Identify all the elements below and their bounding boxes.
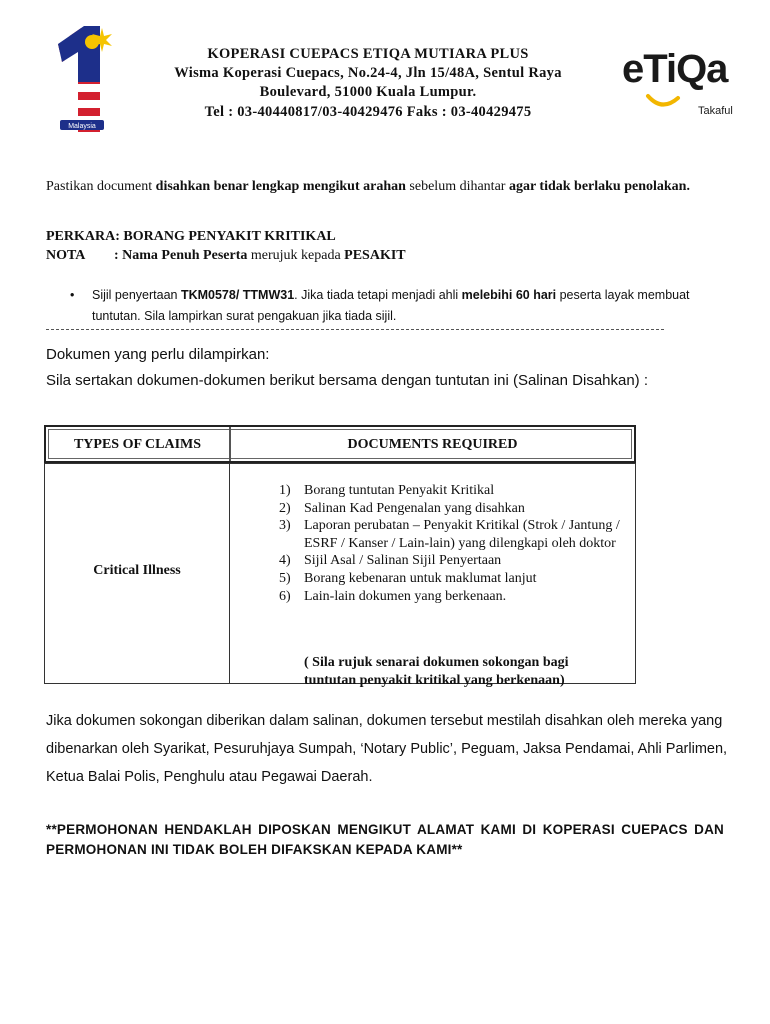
certification-paragraph: Jika dokumen sokongan diberikan dalam salinan, dokumen tersebut mestilah disahkan oleh mereka yang dibenarkan oleh Syarikat, Pesuruhjaya Sumpah, ‘Notary Public’, Peguam, Jaksa Pendamai, Ahli Parlimen, Ketua Balai Polis, Penghulu atau Pegawai Daerah. (46, 713, 728, 785)
logo-caption: Malaysia (68, 123, 96, 130)
etiqa-wordmark: eTiQa (622, 47, 728, 91)
list-item: 5) Borang kebenaran untuk maklumat lanjut (279, 570, 537, 586)
org-name: KOPERASI CUEPACS ETIQA MUTIARA PLUS (207, 46, 529, 62)
list-item: 1) Borang tuntutan Penyakit Kritikal (279, 483, 495, 498)
intro-instruction: Pastikan document disahkan benar lengkap mengikut arahan sebelum dihantar agar tidak berlaku penolakan. (46, 179, 690, 194)
address-line-1: Wisma Koperasi Cuepacs, No.24-4, Jln 15/48A, Sentul Raya (174, 65, 562, 81)
table-header (44, 425, 636, 463)
claim-type-cell: Critical Illness (93, 563, 181, 578)
dashed-divider (46, 329, 664, 330)
address-line-2: Boulevard, 51000 Kuala Lumpur. (259, 84, 477, 100)
claims-table (44, 425, 636, 688)
etiqa-subtitle: Takaful (698, 105, 733, 117)
bullet-icon: • (70, 288, 75, 302)
contact-line: Tel : 03-40440817/03-40429476 Faks : 03-40429475 (204, 104, 532, 120)
documents-note: ( Sila rujuk senarai dokumen sokongan bagi tuntutan penyakit kritikal yang berkenaan) (304, 655, 569, 688)
documents-heading: Dokumen yang perlu dilampirkan: (46, 346, 270, 363)
1malaysia-logo (50, 22, 114, 140)
nota-line: NOTA : Nama Penuh Peserta merujuk kepada PESAKIT (46, 248, 406, 263)
col-header-types: TYPES OF CLAIMS (46, 427, 231, 461)
list-item: 3) Laporan perubatan – Penyakit Kritikal (Strok / Jantung / ESRF / Kanser / Lain-lain) yang dilengkapi oleh doktor (279, 518, 620, 551)
final-notice: **PERMOHONAN HENDAKLAH DIPOSKAN MENGIKUT ALAMAT KAMI DI KOPERASI CUEPACS DAN PERMOHONAN INI TIDAK BOLEH DIFAKSKAN KEPADA KAMI** (46, 822, 724, 857)
list-item: 4) Sijil Asal / Salinan Sijil Penyertaan (279, 553, 502, 569)
documents-instruction: Sila sertakan dokumen-dokumen berikut bersama dengan tuntutan ini (Salinan Disahkan) : (46, 372, 649, 389)
documents-list (279, 482, 624, 605)
list-item: 2) Salinan Kad Pengenalan yang disahkan (279, 500, 525, 516)
table-row (44, 463, 636, 688)
etiqa-logo (618, 38, 736, 122)
certificate-note: • Sijil penyertaan TKM0578/ TTMW31. Jika tiada tetapi menjadi ahli melebihi 60 hari peserta layak membuat tuntutan. Sila lampirkan surat pengakuan jika tiada sijil. (70, 285, 710, 327)
list-item: 6) Lain-lain dokumen yang berkenaan. (279, 588, 507, 604)
col-header-documents: DOCUMENTS REQUIRED (347, 437, 518, 452)
perkara-line: PERKARA: BORANG PENYAKIT KRITIKAL (46, 229, 336, 244)
